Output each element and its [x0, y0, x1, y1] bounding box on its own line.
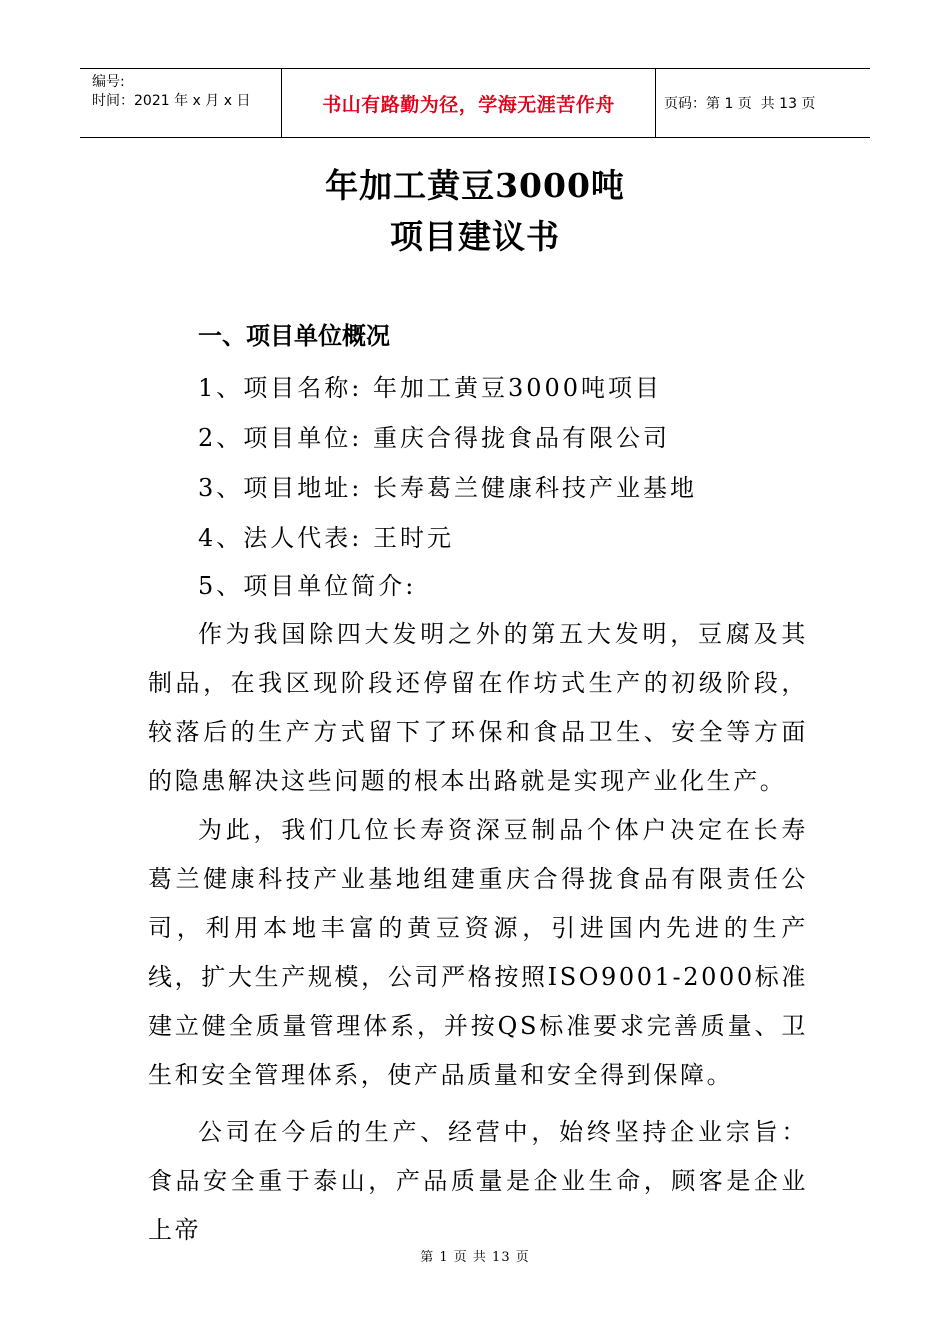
header-meta: [80, 69, 282, 137]
paragraph-company-founding: 为此，我们几位长寿资深豆制品个体户决定在长寿葛兰健康科技产业基地组建重庆合得拢食品有限责任公司，利用本地丰富的黄豆资源，引进国内先进的生产线，扩大生产规模，公司严格按照ISO9001-2000标准建立健全质量管理体系，并按QS标准要求完善质量、卫生和安全管理体系，使产品质量和安全得到保障。: [148, 816, 808, 1089]
header-page-info: [656, 69, 870, 137]
paragraph-background: 作为我国除四大发明之外的第五大发明，豆腐及其制品，在我区现阶段还停留在作坊式生产的初级阶段，较落后的生产方式留下了环保和食品卫生、安全等方面的隐患解决这些问题的根本出路就是实现产业化生产。: [148, 620, 808, 795]
header-motto: 书山有路勤为径，学海无涯苦作舟: [282, 69, 656, 137]
item-unit-introduction: 5、项目单位简介:: [198, 572, 417, 600]
number-label: 编号:: [92, 74, 125, 90]
document-title-line1: 年加工黄豆3000吨: [325, 166, 625, 205]
item-project-unit: 2、项目单位: 重庆合得拢食品有限公司: [198, 424, 670, 452]
item-legal-representative: 4、法人代表: 王时元: [198, 524, 454, 552]
paragraph-company-purpose: 公司在今后的生产、经营中，始终坚持企业宗旨：食品安全重于泰山，产品质量是企业生命，顾客是企业上帝: [148, 1118, 808, 1244]
date-label: 时间：2021 年 x 月 x 日: [92, 93, 251, 109]
item-project-address: 3、项目地址: 长寿葛兰健康科技产业基地: [198, 474, 697, 502]
document-header: [80, 68, 870, 138]
page-footer: 第 1 页 共 13 页: [420, 1250, 530, 1265]
document-title-line2: 项目建议书: [390, 217, 560, 256]
item-project-name: 1、项目名称: 年加工黄豆3000吨项目: [198, 374, 663, 402]
page-info-text: 页码：第 1 页 共 13 页: [664, 96, 816, 112]
section-heading: 一、项目单位概况: [198, 322, 390, 350]
